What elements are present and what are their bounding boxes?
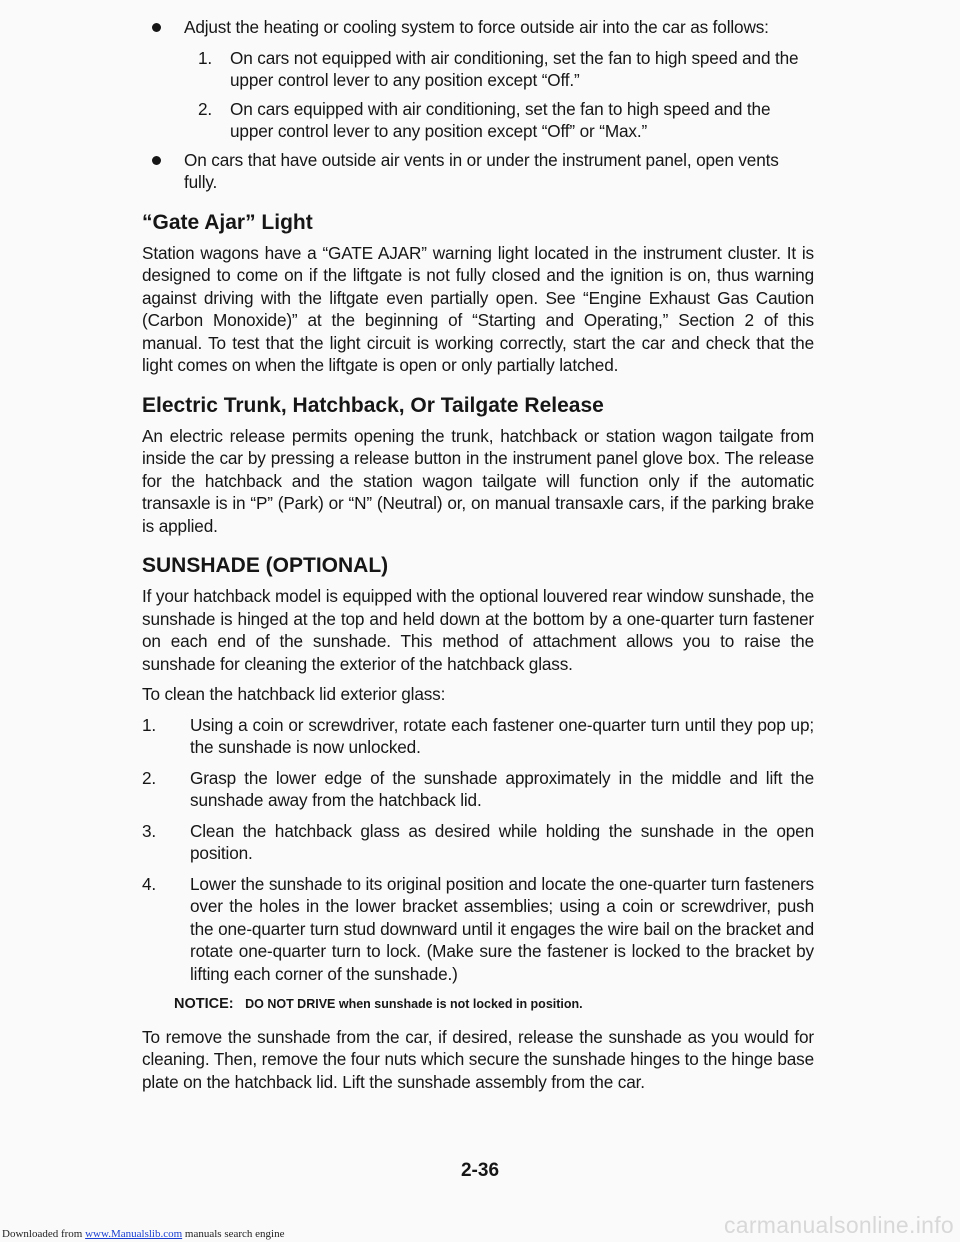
numbered-item <box>138 47 814 92</box>
manualslib-link[interactable]: www.Manualslib.com <box>85 1228 183 1240</box>
sunshade-body: If your hatchback model is equipped with the optional louvered rear window sunshade, the sunshade is hinged at the top and held down at the bottom by a one-quarter turn fastener on each end of the sunshade. This method of attachment allows you to raise the sunshade for cleaning the exterior of the hatchback glass. <box>142 586 814 674</box>
step-text: Clean the hatchback glass as desired while holding the sunshade in the open position. <box>190 820 814 863</box>
page-content <box>138 16 814 1101</box>
numbered-item <box>138 98 814 143</box>
step-text: Grasp the lower edge of the sunshade approximately in the middle and lift the sunshade away from the hatchback lid. <box>190 767 814 810</box>
step-text: Using a coin or screwdriver, rotate each fastener one-quarter turn until they pop up; the sunshade is now unlocked. <box>190 714 814 757</box>
bullet-dot-icon <box>152 23 161 32</box>
trunk-release-body: An electric release permits opening the trunk, hatchback or station wagon tailgate from inside the car by pressing a release button in the instrument panel glove box. The release for the hatchback and the station wagon tailgate will function only if the automatic transaxle is in “P” (Park) or “N” (Neutral) or, on manual transaxle cars, if the parking brake is applied. <box>142 425 814 536</box>
notice <box>174 993 814 1016</box>
sunshade-heading: SUNSHADE (OPTIONAL) <box>142 554 389 577</box>
gate-ajar-heading: “Gate Ajar” Light <box>142 210 313 234</box>
step-number: 2. <box>198 98 213 119</box>
step-number: 1. <box>198 47 213 68</box>
sunshade-step <box>138 873 814 986</box>
footer-suffix: manuals search engine <box>184 1228 285 1240</box>
step-text: Lower the sunshade to its original position and locate the one-quarter turn fasteners over the holes in the lower bracket assemblies; using a coin or screwdriver, push the one-quarter turn stud downward until it engages the wire bail on the bracket and rotate one-quarter turn to lock. (Make sure the fastener is locked to the bracket by lifting each corner of the sunshade.) <box>190 873 814 984</box>
download-footer <box>2 1228 284 1240</box>
gate-ajar-body: Station wagons have a “GATE AJAR” warning light located in the instrument cluster. It is designed to come on if the liftgate is not fully closed and the ignition is on, thus warning against driving with the liftgate even partially open. See “Engine Exhaust Gas Caution (Carbon Monoxide)” at the beginning of “Starting and Operating,” Section 2 of this manual. To test that the light circuit is working correctly, start the car and check that the light comes on when the liftgate is open or only partially latched. <box>142 242 814 375</box>
bullet-item <box>138 149 814 194</box>
step-number: 2. <box>142 767 157 788</box>
trunk-release-heading: Electric Trunk, Hatchback, Or Tailgate Release <box>142 393 604 417</box>
watermark: carmanualsonline.info <box>723 1212 954 1238</box>
step-number: 3. <box>142 820 157 841</box>
step-text: On cars not equipped with air conditioning, set the fan to high speed and the upper control lever to any position except “Off.” <box>230 47 799 90</box>
page-number: 2-36 <box>460 1160 500 1181</box>
notice-text: DO NOT DRIVE when sunshade is not locked in position. <box>245 997 583 1011</box>
step-number: 4. <box>142 873 157 894</box>
step-number: 1. <box>142 714 157 735</box>
bullet-text: On cars that have outside air vents in or under the instrument panel, open vents fully. <box>184 149 779 192</box>
footer-prefix: Downloaded from <box>2 1228 83 1240</box>
sunshade-step <box>138 767 814 812</box>
sunshade-removal: To remove the sunshade from the car, if desired, release the sunshade as you would for cleaning. Then, remove the four nuts which secure the sunshade hinges to the hinge base plate on the hatchback lid. Lift the sunshade assembly from the car. <box>142 1026 814 1092</box>
bullet-item <box>138 16 814 39</box>
sunshade-clean-intro: To clean the hatchback lid exterior glass: <box>142 684 446 704</box>
notice-label: NOTICE: <box>174 996 234 1012</box>
bullet-text: Adjust the heating or cooling system to force outside air into the car as follows: <box>184 17 769 37</box>
sunshade-step <box>138 820 814 865</box>
bullet-dot-icon <box>152 156 161 165</box>
sunshade-step <box>138 714 814 759</box>
step-text: On cars equipped with air conditioning, set the fan to high speed and the upper control lever to any position except “Off” or “Max.” <box>230 98 771 141</box>
